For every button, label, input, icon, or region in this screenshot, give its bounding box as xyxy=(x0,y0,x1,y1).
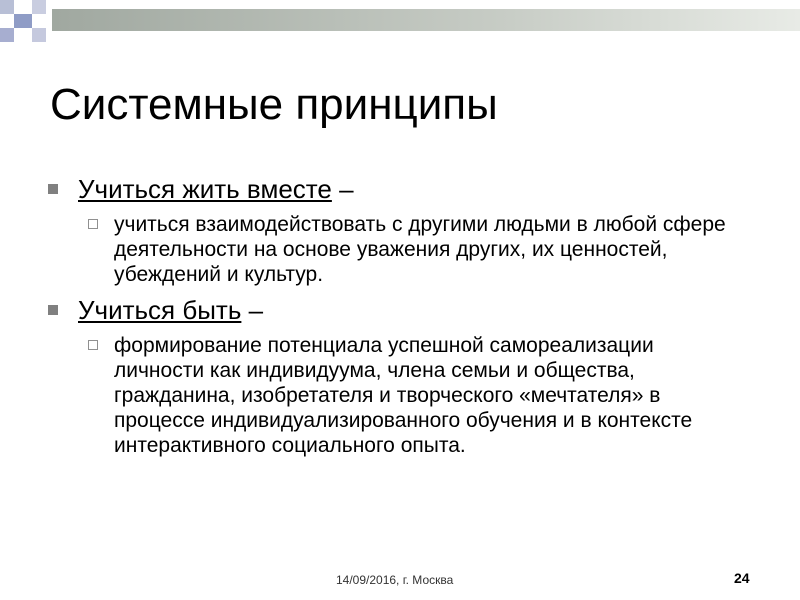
hollow-square-bullet-icon xyxy=(88,340,98,350)
slide-page-number: 24 xyxy=(734,570,750,586)
decor-square xyxy=(14,28,32,42)
footer-date-place: 14/09/2016, г. Москва xyxy=(336,573,454,587)
sub-bullet-item xyxy=(88,212,768,287)
bullet-heading-text: Учиться быть xyxy=(78,295,242,325)
decor-square xyxy=(0,28,14,42)
decorative-squares xyxy=(0,0,60,60)
hollow-square-bullet-icon xyxy=(88,219,98,229)
bullet-dash: – xyxy=(241,295,264,325)
decor-square xyxy=(0,14,14,28)
bullet-dash: – xyxy=(331,174,354,204)
sub-bullet-item xyxy=(88,333,768,458)
slide-content xyxy=(48,174,768,458)
sub-bullet-text: формирование потенциала успешной самореализации личности как индивидуума, члена семьи и общества, гражданина, изобретателя и творческого «мечтателя» в процессе индивидуализированного обучения и в контексте интерактивного социального опыта. xyxy=(114,334,693,457)
decor-square xyxy=(14,14,32,28)
bullet-item xyxy=(48,174,768,204)
top-decor-band xyxy=(52,9,800,31)
bullet-item xyxy=(48,295,768,325)
square-bullet-icon xyxy=(48,305,58,315)
decor-square xyxy=(0,0,14,14)
slide-title: Системные принципы xyxy=(50,80,498,129)
bullet-heading xyxy=(78,295,768,325)
decor-square xyxy=(32,28,46,42)
bullet-heading-text: Учиться жить вместе xyxy=(78,174,332,204)
decor-square xyxy=(32,0,46,14)
sub-bullet-text: учиться взаимодействовать с другими людьми в любой сфере деятельности на основе уважения других, их ценностей, убеждений и культур. xyxy=(114,213,726,286)
square-bullet-icon xyxy=(48,184,58,194)
bullet-heading xyxy=(78,174,768,204)
decor-square xyxy=(14,0,32,14)
decor-square xyxy=(32,14,46,28)
